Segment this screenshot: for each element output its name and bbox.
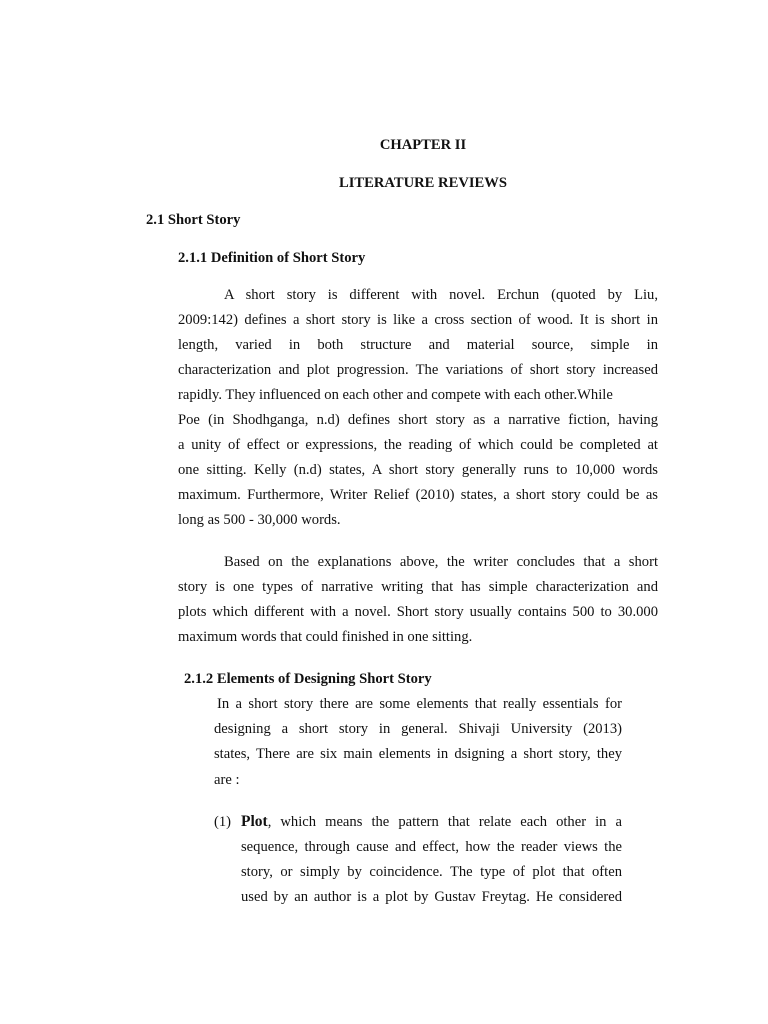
- paragraph-line: are :: [214, 772, 240, 788]
- section-heading: 2.1 Short Story: [146, 212, 241, 228]
- paragraph-line: Poe (in Shodhganga, n.d) defines short story as a narrative fiction, having: [178, 412, 658, 428]
- list-item-first-line: [241, 813, 622, 831]
- chapter-title: CHAPTER II: [379, 137, 467, 153]
- paragraph-line: one sitting. Kelly (n.d) states, A short story generally runs to 10,000 words: [178, 462, 658, 478]
- paragraph-line: length, varied in both structure and material source, simple in: [178, 337, 658, 353]
- paragraph-line: Based on the explanations above, the writer concludes that a short: [224, 554, 658, 570]
- paragraph-line: states, There are six main elements in dsigning a short story, they: [214, 746, 622, 762]
- paragraph-line: a unity of effect or expressions, the reading of which could be completed at: [178, 437, 658, 453]
- paragraph-line: plots which different with a novel. Short story usually contains 500 to 30.000: [178, 604, 658, 620]
- chapter-subtitle: LITERATURE REVIEWS: [338, 175, 507, 191]
- paragraph-line: 2009:142) defines a short story is like a cross section of wood. It is short in: [178, 312, 658, 328]
- subsection-heading-elements: 2.1.2 Elements of Designing Short Story: [184, 671, 432, 687]
- paragraph-line: maximum. Furthermore, Writer Relief (2010) states, a short story could be as: [178, 487, 658, 503]
- list-item-number: (1): [214, 814, 232, 830]
- paragraph-line: rapidly. They influenced on each other and compete with each other.While: [178, 387, 613, 403]
- paragraph-line: A short story is different with novel. Erchun (quoted by Liu,: [224, 287, 658, 303]
- list-item-text: , which means the pattern that relate each other in a: [267, 814, 622, 830]
- paragraph-line: characterization and plot progression. The variations of short story increased: [178, 362, 658, 378]
- list-item-line: sequence, through cause and effect, how the reader views the: [241, 839, 622, 855]
- paragraph-line: In a short story there are some elements that really essentials for: [217, 696, 622, 712]
- subsection-heading-definition: 2.1.1 Definition of Short Story: [178, 250, 366, 266]
- paragraph-line: maximum words that could finished in one sitting.: [178, 629, 473, 645]
- paragraph-line: story is one types of narrative writing that has simple characterization and: [178, 579, 658, 595]
- paragraph-line: long as 500 - 30,000 words.: [178, 512, 341, 528]
- list-item-line: story, or simply by coincidence. The type of plot that often: [241, 864, 622, 880]
- paragraph-line: designing a short story in general. Shivaji University (2013): [214, 721, 622, 737]
- list-item-term: Plot: [241, 813, 268, 830]
- list-item-line: used by an author is a plot by Gustav Freytag. He considered: [241, 889, 622, 905]
